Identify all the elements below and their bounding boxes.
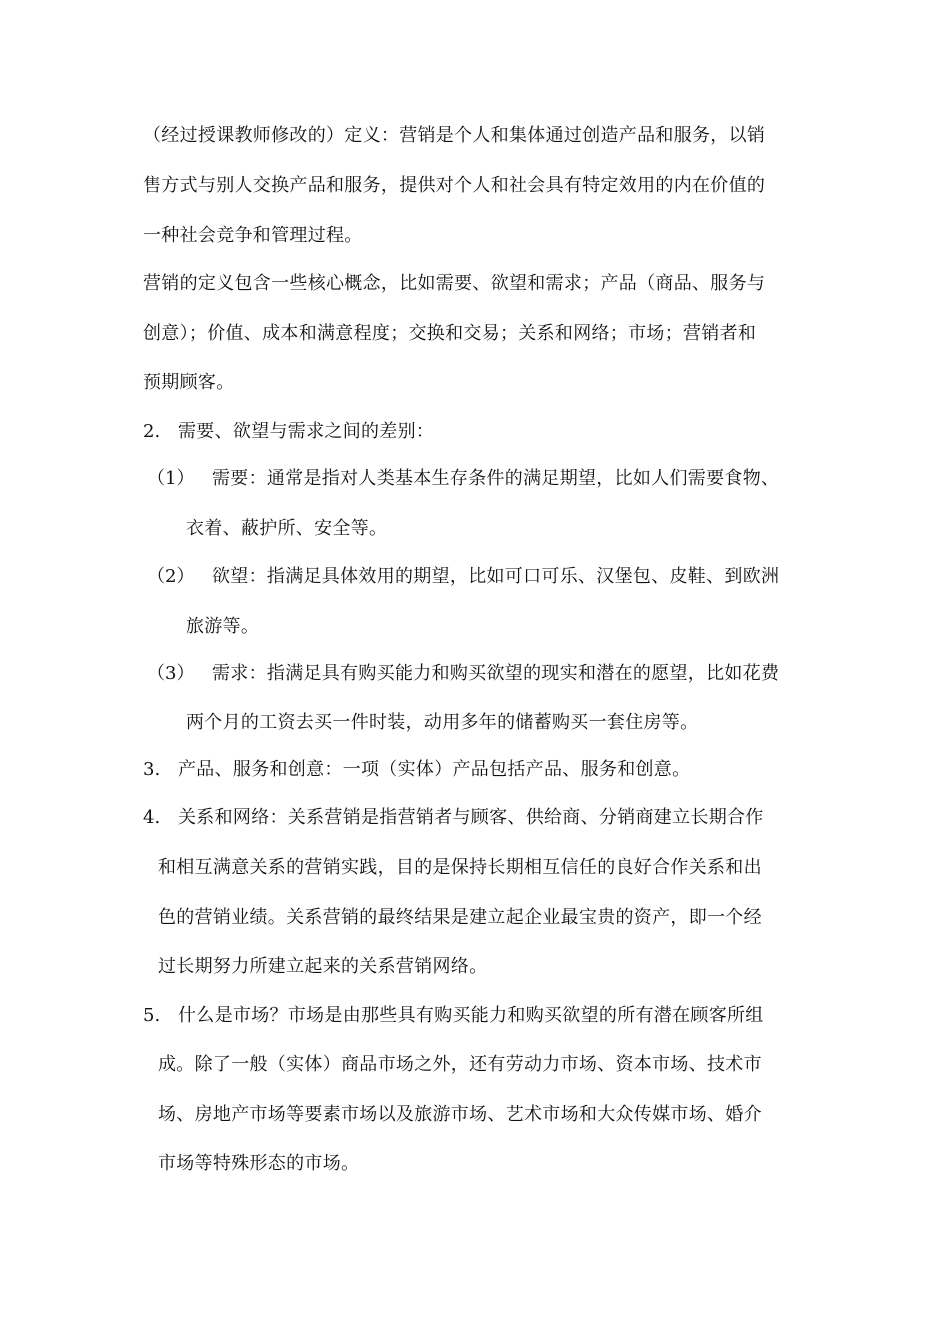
subitem-3-line-1: 需求：指满足具有购买能力和购买欲望的现实和潜在的愿望，比如花费 [212,663,780,684]
subitem-2-line-2: 旅游等。 [186,616,260,637]
item-4-line-2: 和相互满意关系的营销实践，目的是保持长期相互信任的良好合作关系和出 [158,857,762,878]
intro-line-1: （经过授课教师修改的）定义：营销是个人和集体通过创造产品和服务，以销 [143,125,766,146]
intro-line-3: 一种社会竞争和管理过程。 [143,225,363,246]
subitem-1-line-2: 衣着、蔽护所、安全等。 [186,518,388,539]
item-2-number: 2. [143,421,161,442]
subitem-1-number: （1） [147,468,195,489]
subitem-2-number: （2） [147,566,195,587]
item-4-line-1: 关系和网络：关系营销是指营销者与顾客、供给商、分销商建立长期合作 [178,807,764,828]
item-5-line-4: 市场等特殊形态的市场。 [158,1153,360,1174]
subitem-2-line-1: 欲望：指满足具体效用的期望，比如可口可乐、汉堡包、皮鞋、到欧洲 [212,566,780,587]
item-5-line-1: 什么是市场？市场是由那些具有购买能力和购买欲望的所有潜在顾客所组 [178,1005,764,1026]
intro-line-5: 创意）；价值、成本和满意程度；交换和交易；关系和网络；市场；营销者和 [143,323,757,344]
item-5-line-3: 场、房地产市场等要素市场以及旅游市场、艺术市场和大众传媒市场、婚介 [158,1104,762,1125]
item-4-number: 4. [143,807,161,828]
subitem-3-line-2: 两个月的工资去买一件时装，动用多年的储蓄购买一套住房等。 [186,712,699,733]
item-4-line-4: 过长期努力所建立起来的关系营销网络。 [158,956,488,977]
item-4-line-3: 色的营销业绩。关系营销的最终结果是建立起企业最宝贵的资产，即一个经 [158,907,762,928]
subitem-3-number: （3） [147,663,195,684]
subitem-1-line-1: 需要：通常是指对人类基本生存条件的满足期望，比如人们需要食物、 [212,468,780,489]
intro-line-4: 营销的定义包含一些核心概念，比如需要、欲望和需求；产品（商品、服务与 [143,273,766,294]
item-3-number: 3. [143,759,161,780]
item-5-number: 5. [143,1005,161,1026]
intro-line-6: 预期顾客。 [143,372,235,393]
item-5-line-2: 成。除了一般（实体）商品市场之外，还有劳动力市场、资本市场、技术市 [158,1054,762,1075]
item-3-line-1: 产品、服务和创意：一项（实体）产品包括产品、服务和创意。 [178,759,691,780]
item-2-line-1: 需要、欲望与需求之间的差别： [178,421,435,442]
intro-line-2: 售方式与别人交换产品和服务，提供对个人和社会具有特定效用的内在价值的 [143,175,766,196]
